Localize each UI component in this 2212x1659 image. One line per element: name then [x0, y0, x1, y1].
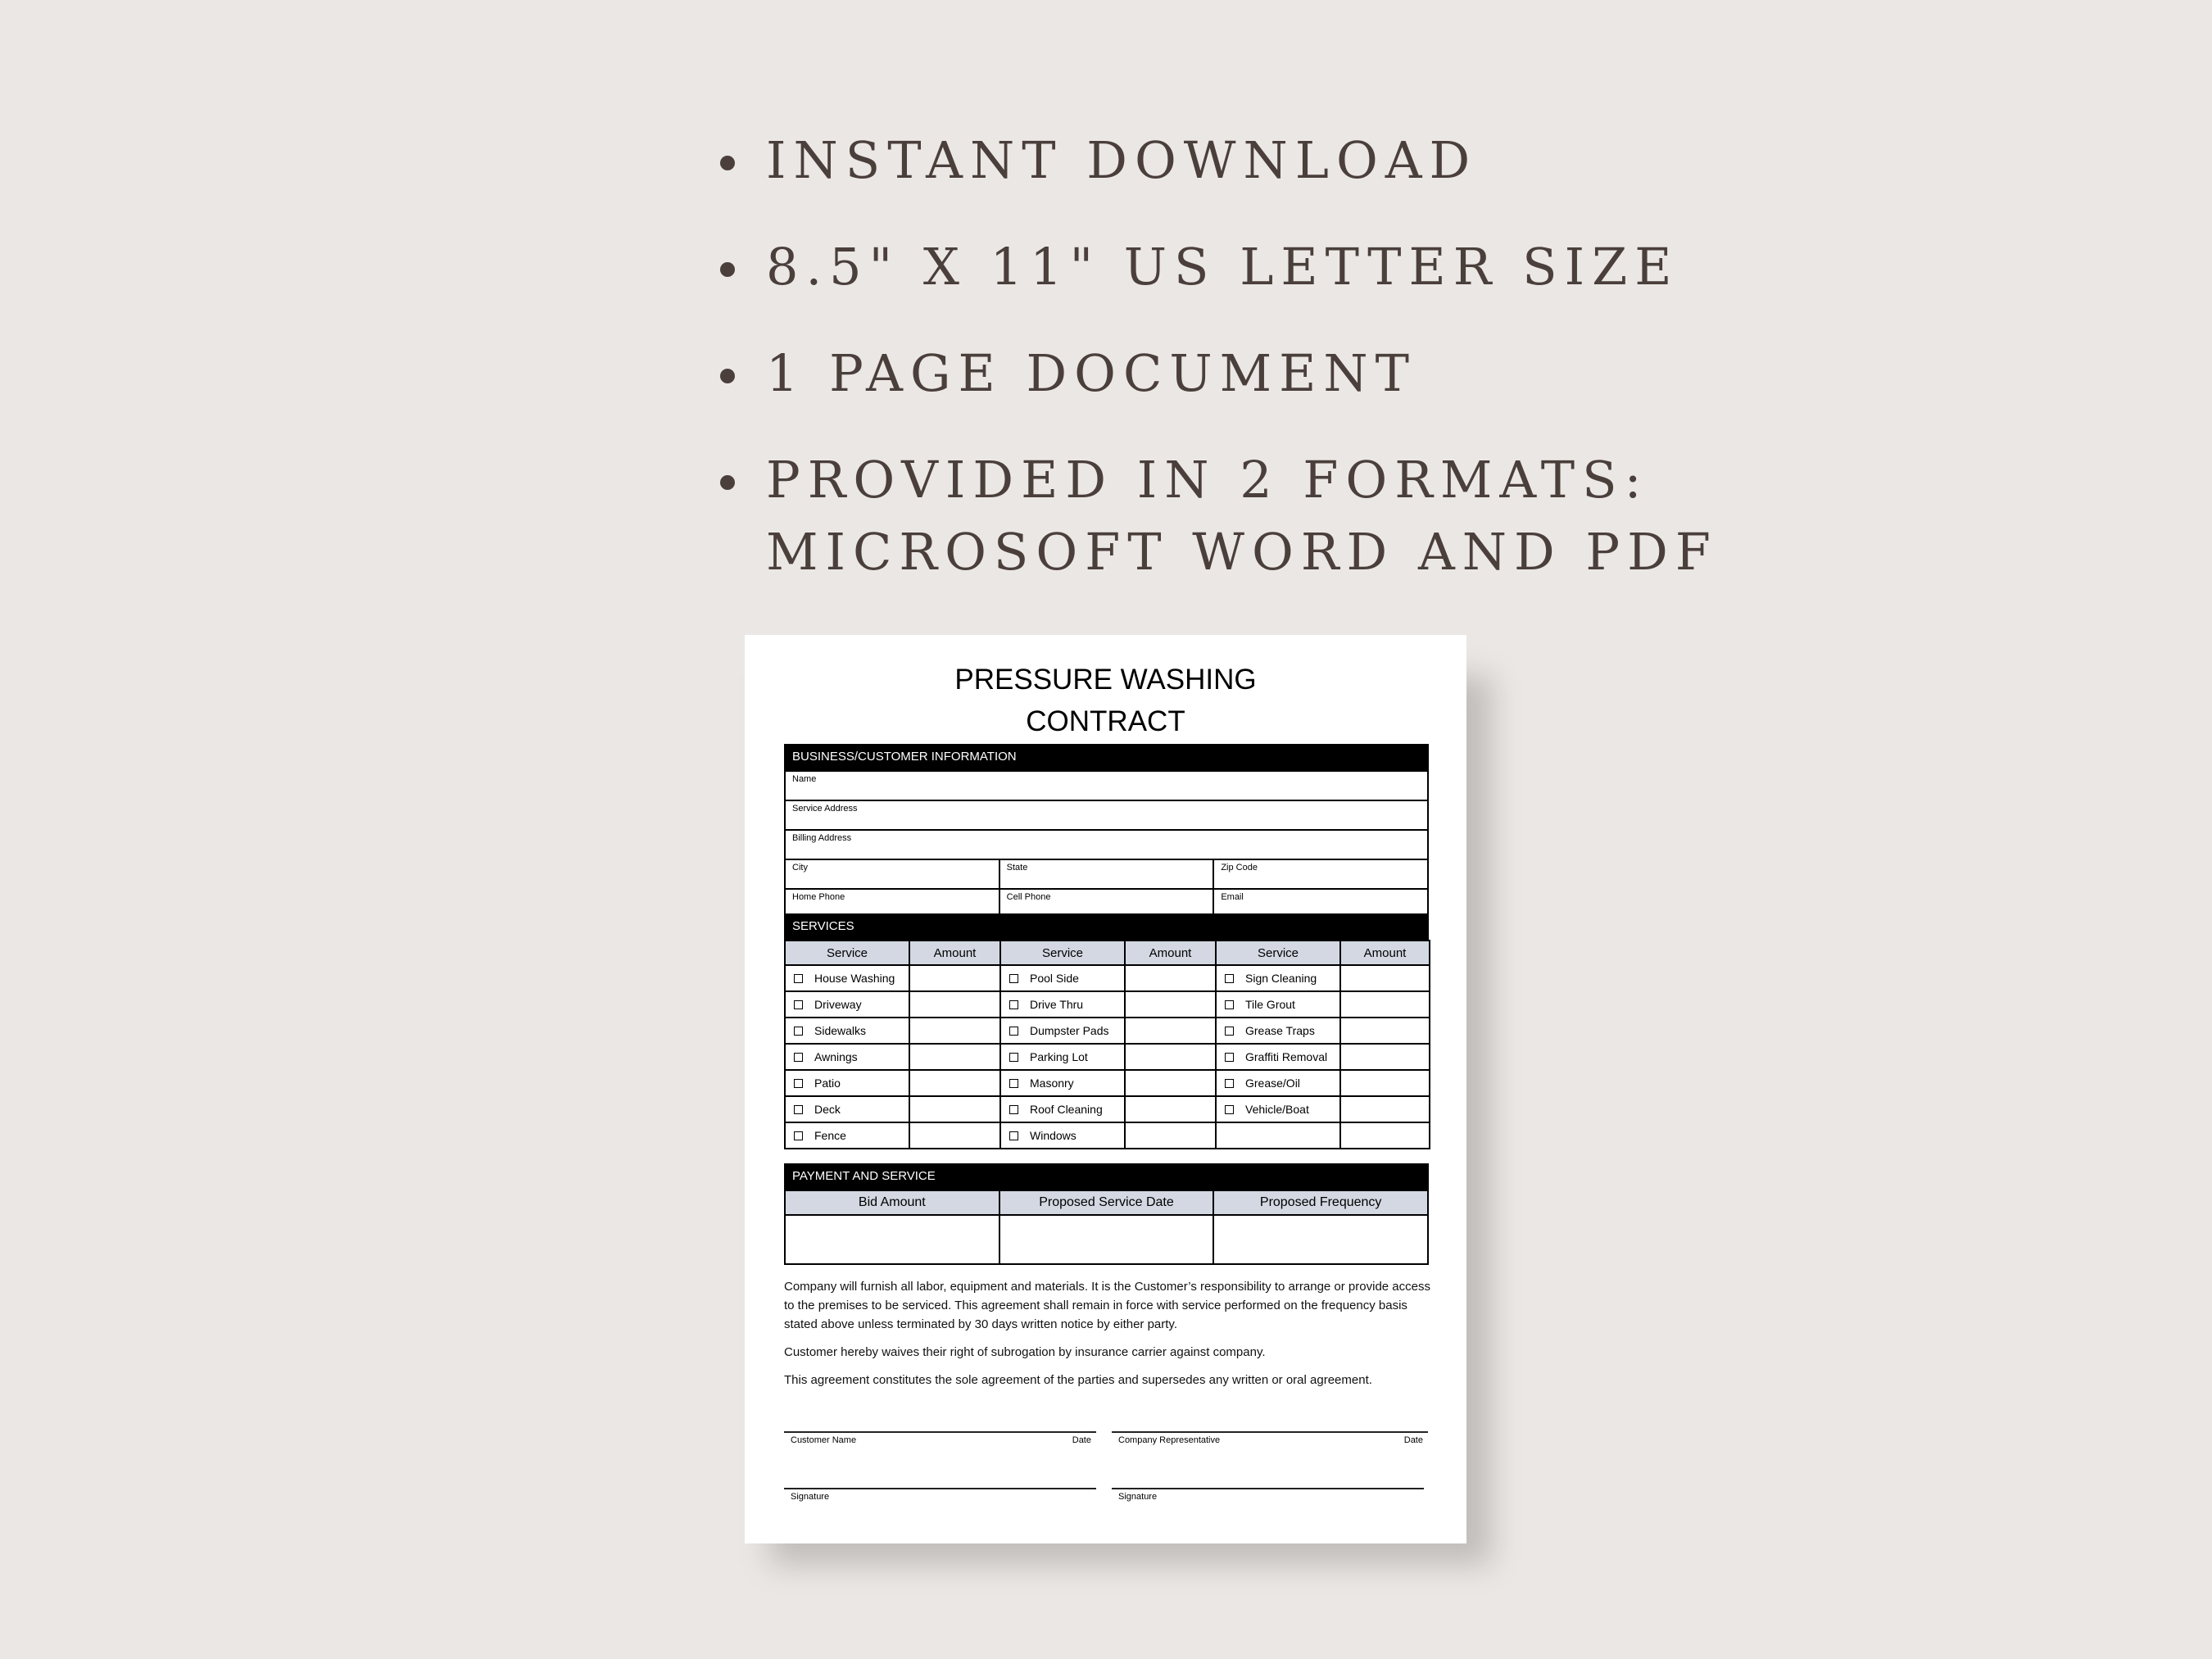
service-label: Dumpster Pads [1030, 1024, 1109, 1037]
amount-cell [909, 1122, 1000, 1149]
service-cell [1216, 1096, 1340, 1122]
service-address-field: Service Address [785, 800, 1428, 830]
service-cell [1000, 965, 1125, 991]
service-label: Fence [814, 1129, 846, 1142]
checkbox-icon [1225, 974, 1234, 983]
service-label: Patio [814, 1077, 841, 1090]
amount-cell [1340, 1018, 1430, 1044]
feature-text: INSTANT DOWNLOAD [766, 130, 1478, 190]
amount-column-header: Amount [909, 941, 1000, 965]
checkbox-icon [1225, 1079, 1234, 1088]
amount-cell [1340, 1070, 1430, 1096]
service-cell [785, 1070, 909, 1096]
service-label: Tile Grout [1245, 998, 1295, 1011]
checkbox-icon [1009, 1053, 1018, 1062]
amount-cell [909, 1096, 1000, 1122]
service-label: Driveway [814, 998, 862, 1011]
checkbox-icon [1009, 1131, 1018, 1140]
contract-document-preview [745, 635, 1466, 1543]
service-label: Grease/Oil [1245, 1077, 1300, 1090]
service-cell [1000, 1018, 1125, 1044]
service-column-header: Service [1216, 941, 1340, 965]
table-row [785, 991, 1430, 1018]
service-column-header: Service [1000, 941, 1125, 965]
company-rep-label: Company Representative [1118, 1435, 1221, 1445]
customer-name-line [784, 1431, 1096, 1449]
customer-name-label: Customer Name [791, 1435, 857, 1445]
checkbox-icon [1225, 1105, 1234, 1114]
checkbox-icon [1225, 1027, 1234, 1036]
feature-item [717, 231, 1782, 303]
service-cell [1216, 1070, 1340, 1096]
terms-paragraph: Company will furnish all labor, equipment and materials. It is the Customer’s responsibility to arrange or provide access to the premises to be serviced. This agreement shall remain in force with service performed on the frequency basis stated above unless terminated by 30 days written notice by either party. [784, 1280, 1430, 1331]
feature-text: 8.5" X 11" US LETTER SIZE [766, 237, 1679, 297]
proposed-date-header: Proposed Service Date [999, 1190, 1214, 1215]
billing-address-field: Billing Address [785, 830, 1428, 859]
document-title-line2: CONTRACT [1026, 705, 1185, 737]
feature-text-line2: MICROSOFT WORD AND PDF [766, 522, 1718, 582]
service-label: Parking Lot [1030, 1050, 1088, 1063]
amount-cell [1340, 991, 1430, 1018]
feature-item [717, 125, 1782, 197]
amount-cell [909, 1070, 1000, 1096]
service-cell [1216, 1018, 1340, 1044]
date-label: Date [1072, 1435, 1091, 1445]
checkbox-icon [794, 1000, 803, 1009]
amount-cell [1125, 965, 1216, 991]
zip-field: Zip Code [1213, 859, 1428, 889]
service-cell [1000, 1044, 1125, 1070]
checkbox-icon [1009, 974, 1018, 983]
service-cell [1000, 1070, 1125, 1096]
city-field: City [785, 859, 999, 889]
proposed-frequency-header: Proposed Frequency [1213, 1190, 1428, 1215]
table-row [785, 1096, 1430, 1122]
amount-cell [1125, 1070, 1216, 1096]
amount-cell [1125, 1018, 1216, 1044]
checkbox-icon [1009, 1027, 1018, 1036]
bid-amount-cell [785, 1215, 999, 1264]
service-cell [1000, 1122, 1125, 1149]
terms-paragraph: Customer hereby waives their right of subrogation by insurance carrier against company. [784, 1345, 1266, 1359]
service-cell [1000, 991, 1125, 1018]
service-label: Pool Side [1030, 972, 1079, 985]
service-cell [785, 1044, 909, 1070]
bid-amount-header: Bid Amount [785, 1190, 999, 1215]
customer-signature-line [784, 1488, 1096, 1506]
amount-cell [909, 965, 1000, 991]
feature-text: PROVIDED IN 2 FORMATS: [766, 450, 1649, 510]
date-label: Date [1403, 1435, 1423, 1445]
checkbox-icon [1225, 1053, 1234, 1062]
amount-cell [1125, 1096, 1216, 1122]
service-cell [785, 991, 909, 1018]
bullet-icon [720, 475, 735, 490]
table-row [785, 1018, 1430, 1044]
service-label: Masonry [1030, 1077, 1074, 1090]
feature-item [717, 444, 1782, 588]
checkbox-icon [794, 1027, 803, 1036]
feature-item [717, 338, 1782, 410]
terms-text [784, 1277, 1431, 1398]
checkbox-icon [1009, 1105, 1018, 1114]
bullet-icon [720, 369, 735, 383]
checkbox-icon [794, 1079, 803, 1088]
amount-cell [1340, 1122, 1430, 1149]
bullet-icon [720, 262, 735, 277]
amount-cell [909, 991, 1000, 1018]
table-row [785, 1044, 1430, 1070]
home-phone-field: Home Phone [785, 889, 999, 918]
table-row [785, 1122, 1430, 1149]
checkbox-icon [794, 1105, 803, 1114]
table-row [785, 1070, 1430, 1096]
service-column-header: Service [785, 941, 909, 965]
amount-cell [1340, 965, 1430, 991]
services-table [784, 940, 1430, 1149]
feature-text: 1 PAGE DOCUMENT [766, 343, 1417, 403]
amount-cell [1340, 1044, 1430, 1070]
proposed-date-cell [999, 1215, 1214, 1264]
terms-paragraph: This agreement constitutes the sole agreement of the parties and supersedes any written or oral agreement. [784, 1373, 1372, 1387]
services-section-heading: SERVICES [784, 913, 1429, 940]
amount-cell [1340, 1096, 1430, 1122]
service-cell [1216, 1044, 1340, 1070]
service-label: House Washing [814, 972, 895, 985]
signature-label: Signature [1118, 1492, 1158, 1502]
amount-cell [909, 1018, 1000, 1044]
service-label: Roof Cleaning [1030, 1103, 1103, 1116]
signature-label: Signature [791, 1492, 830, 1502]
service-label: Windows [1030, 1129, 1077, 1142]
service-label: Sidewalks [814, 1024, 867, 1037]
service-label: Drive Thru [1030, 998, 1084, 1011]
service-cell [1216, 991, 1340, 1018]
service-label: Vehicle/Boat [1245, 1103, 1309, 1116]
service-cell [1216, 965, 1340, 991]
amount-cell [1125, 1122, 1216, 1149]
info-section-heading: BUSINESS/CUSTOMER INFORMATION [784, 744, 1429, 770]
checkbox-icon [794, 974, 803, 983]
service-label: Deck [814, 1103, 841, 1116]
name-field: Name [785, 771, 1428, 800]
service-cell [785, 1096, 909, 1122]
feature-list [717, 125, 1782, 588]
checkbox-icon [1009, 1000, 1018, 1009]
amount-cell [909, 1044, 1000, 1070]
document-title-line1: PRESSURE WASHING [954, 664, 1257, 696]
service-label: Awnings [814, 1050, 858, 1063]
checkbox-icon [794, 1053, 803, 1062]
proposed-frequency-cell [1213, 1215, 1428, 1264]
amount-cell [1125, 991, 1216, 1018]
bullet-icon [720, 156, 735, 170]
amount-cell [1125, 1044, 1216, 1070]
service-cell [785, 1122, 909, 1149]
company-rep-line [1112, 1431, 1428, 1449]
amount-column-header: Amount [1125, 941, 1216, 965]
company-signature-line [1112, 1488, 1424, 1506]
checkbox-icon [1225, 1000, 1234, 1009]
checkbox-icon [794, 1131, 803, 1140]
table-row [785, 965, 1430, 991]
info-table [784, 770, 1429, 919]
service-cell [785, 1018, 909, 1044]
email-field: Email [1213, 889, 1428, 918]
service-label: Graffiti Removal [1245, 1050, 1328, 1063]
payment-section-heading: PAYMENT AND SERVICE [784, 1163, 1429, 1190]
amount-column-header: Amount [1340, 941, 1430, 965]
service-label: Sign Cleaning [1245, 972, 1317, 985]
payment-table [784, 1190, 1429, 1265]
service-cell [785, 965, 909, 991]
cell-phone-field: Cell Phone [999, 889, 1214, 918]
state-field: State [999, 859, 1214, 889]
service-cell [1000, 1096, 1125, 1122]
service-cell [1216, 1122, 1340, 1149]
checkbox-icon [1009, 1079, 1018, 1088]
service-label: Grease Traps [1245, 1024, 1315, 1037]
